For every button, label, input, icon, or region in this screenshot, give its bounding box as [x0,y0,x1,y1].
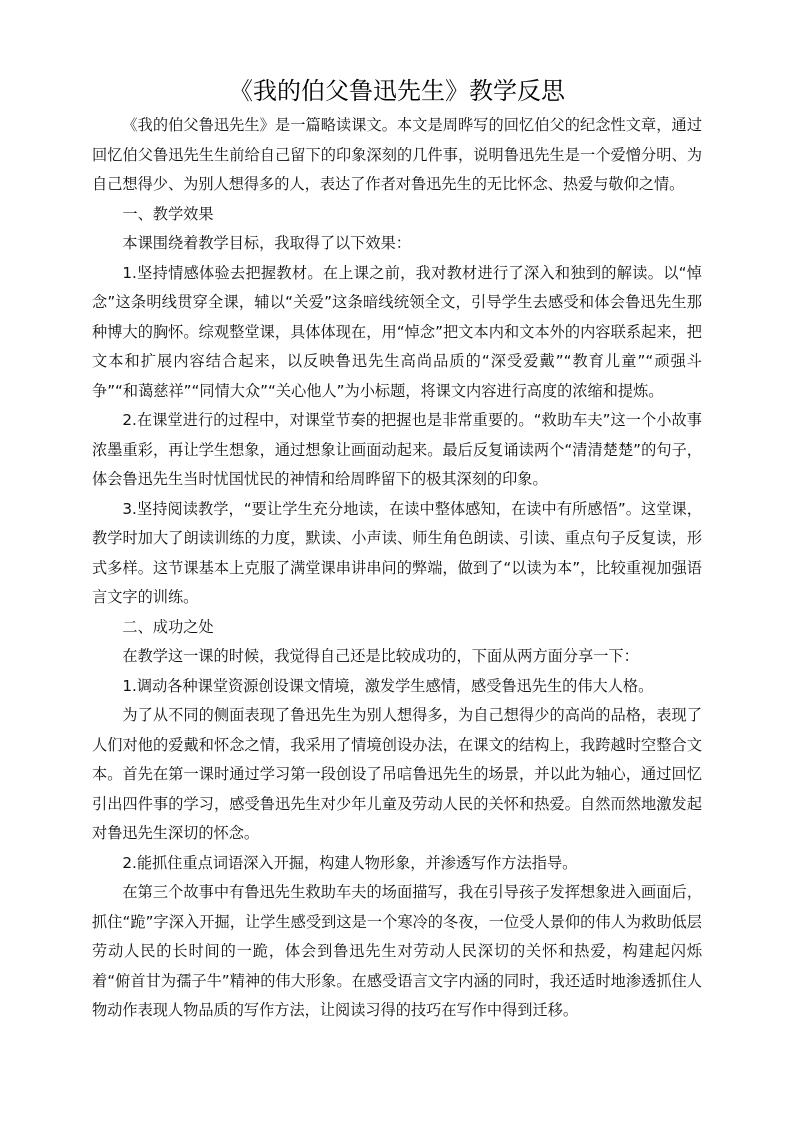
document-page [92,71,702,1026]
effect-point-1-paragraph: 1.坚持情感体验去把握教材。在上课之前，我对教材进行了深入和独到的解读。以“悼念”这条明线贯穿全课，辅以“关爱”这条暗线统领全文，引导学生去感受和体会鲁迅先生那种博大的胸怀。综观整堂课，具体体现在，用“悼念”把文本内和文本外的内容联系起来，把文本和扩展内容结合起来，以反映鲁迅先生高尚品质的“深受爱戴”“教育儿童”“顽强斗争”“和蔼慈祥”“同情大众”“关心他人”为小标题，将课文内容进行高度的浓缩和提炼。 [92,263,702,400]
section-heading-success: 二、成功之处 [122,617,214,636]
success-intro-paragraph: 在教学这一课的时候，我觉得自己还是比较成功的，下面从两方面分享一下： [122,647,639,665]
success-point-1-paragraph: 为了从不同的侧面表现了鲁迅先生为别人想得多，为自己想得少的高尚的品格，表现了人们对他的爱戴和怀念之情，我采用了情境创设办法，在课文的结构上，我跨越时空整合文本。首先在第一课时通过学习第一段创设了吊唁鲁迅先生的场景，并以此为轴心，通过回忆引出四件事的学习，感受鲁迅先生对少年儿童及劳动人民的关怀和热爱。自然而然地激发起对鲁迅先生深切的怀念。 [92,706,702,842]
effect-intro-paragraph: 本课围绕着教学目标，我取得了以下效果： [122,234,411,252]
success-point-1-heading: 1.调动各种课堂资源创设课文情境，激发学生感情，感受鲁迅先生的伟大人格。 [122,676,654,695]
document-title: 《我的伯父鲁迅先生》教学反思 [229,77,565,105]
success-point-2-heading: 2.能抓住重点词语深入开掘，构建人物形象，并渗透写作方法指导。 [122,853,578,872]
effect-point-2-paragraph: 2.在课堂进行的过程中，对课堂节奏的把握也是非常重要的。“救助车夫”这一个小故事浓墨重彩，再让学生想象，通过想象让画面动起来。最后反复诵读两个“清清楚楚”的句子，体会鲁迅先生当时忧国忧民的神情和给周晔留下的极其深刻的印象。 [92,411,702,488]
section-heading-teaching-effect: 一、教学效果 [122,204,214,223]
intro-paragraph: 《我的伯父鲁迅先生》是一篇略读课文。本文是周晔写的回忆伯父的纪念性文章，通过回忆伯父鲁迅先生生前给自己留下的印象深刻的几件事，说明鲁迅先生是一个爱憎分明、为自己想得少、为别人想得多的人，表达了作者对鲁迅先生的无比怀念、热爱与敬仰之情。 [92,116,702,193]
effect-point-3-paragraph: 3.坚持阅读教学，“要让学生充分地读，在读中整体感知，在读中有所感悟”。这堂课，教学时加大了朗读训练的力度，默读、小声读、师生角色朗读、引读、重点句子反复读，形式多样。这节课基本上克服了满堂课串讲串问的弊端，做到了“以读为本”，比较重视加强语言文字的训练。 [92,499,702,606]
success-point-2-paragraph: 在第三个故事中有鲁迅先生救助车夫的场面描写，我在引导孩子发挥想象进入画面后，抓住“跪”字深入开掘，让学生感受到这是一个寒冷的冬夜，一位受人景仰的伟人为救助低层劳动人民的长时间的一跪，体会到鲁迅先生对劳动人民深切的关怀和热爱，构建起闪烁着“俯首甘为孺子牛”精神的伟大形象。在感受语言文字内涵的同时，我还适时地渗透抓住人物动作表现人物品质的写作方法，让阅读习得的技巧在写作中得到迁移。 [92,883,702,1019]
